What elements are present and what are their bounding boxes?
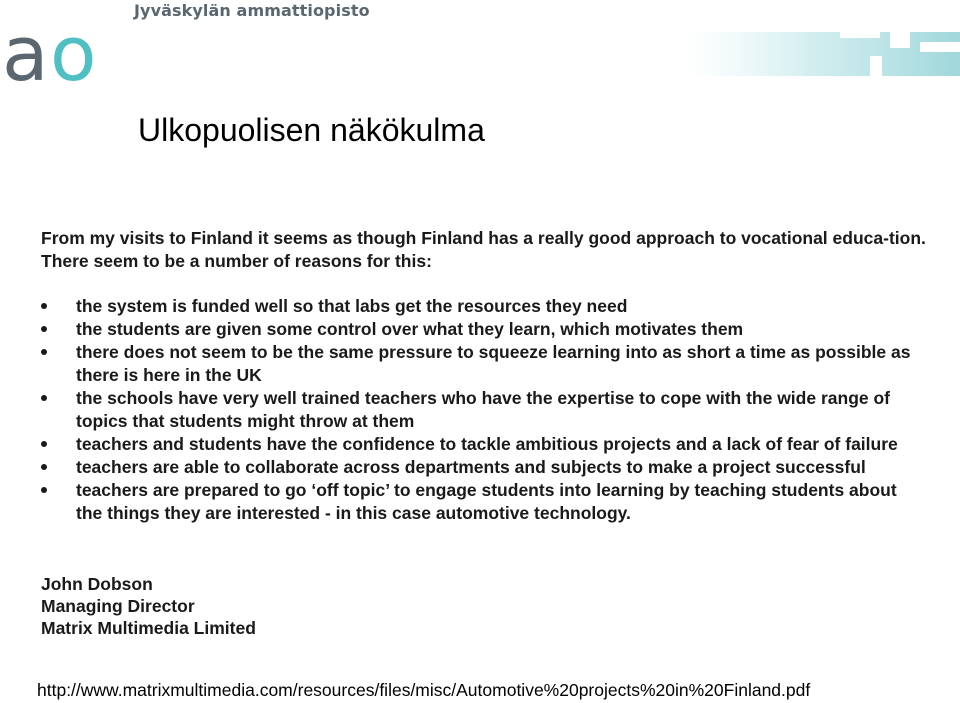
list-item: there does not seem to be the same pressure to squeeze learning into as short a time as possible as there is here in the UK xyxy=(41,341,926,387)
logo-letter-o: o xyxy=(50,9,97,90)
ao-logo xyxy=(0,0,130,90)
organization-name: Jyväskylän ammattiopisto xyxy=(134,1,370,20)
list-item: teachers are able to collaborate across departments and subjects to make a project successful xyxy=(41,456,926,479)
list-item: the system is funded well so that labs get the resources they need xyxy=(41,295,926,318)
decorative-steps-graphic xyxy=(690,14,960,80)
list-item: the schools have very well trained teachers who have the expertise to cope with the wide range of topics that students might throw at them xyxy=(41,387,926,433)
signature-block xyxy=(41,573,256,639)
slide-title: Ulkopuolisen näkökulma xyxy=(138,112,485,148)
quote-intro: From my visits to Finland it seems as though Finland has a really good approach to vocational educa-tion. There seem to be a number of reasons for this: xyxy=(41,228,926,271)
list-item: teachers and students have the confidence to tackle ambitious projects and a lack of fear of failure xyxy=(41,433,926,456)
list-item: the students are given some control over what they learn, which motivates them xyxy=(41,318,926,341)
logo-letter-a: a xyxy=(2,9,49,90)
signature-name: John Dobson xyxy=(41,574,153,594)
quote-block xyxy=(41,227,926,525)
list-item: teachers are prepared to go ‘off topic’ to engage students into learning by teaching students about the things they are interested - in this case automotive technology. xyxy=(41,479,926,525)
source-url-link[interactable]: http://www.matrixmultimedia.com/resources/files/misc/Automotive%20projects%20in%20Finland.pdf xyxy=(37,680,811,700)
reasons-list xyxy=(41,295,926,525)
signature-company: Matrix Multimedia Limited xyxy=(41,618,256,638)
signature-role: Managing Director xyxy=(41,596,195,616)
